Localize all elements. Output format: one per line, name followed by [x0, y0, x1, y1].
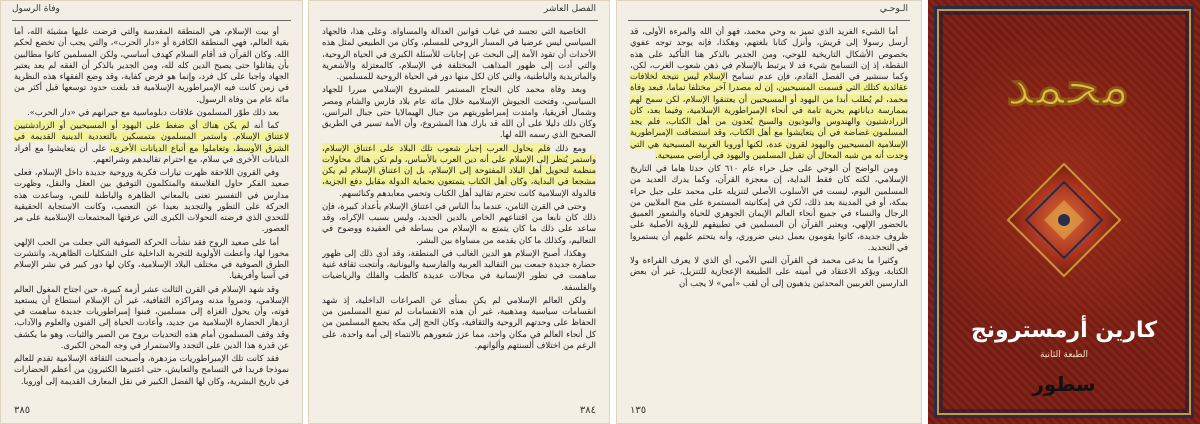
- page-header: [616, 4, 922, 18]
- paragraph: [322, 26, 596, 82]
- book-page-135: [616, 0, 922, 424]
- body-text: أو بيت الإسلام، هي المنطقة المقدسة والتي فرضت عليها مشيئة الله، أما بقية العالم، فهي المنطقة الكافرة أو «دار الحرب»، والتي يجب أن تخضع لحكم الله. وكان القرآن قد أقام السلام كهدف أساسي، ولكن المسلمين كانوا مطالبين بأن يقاتلوا حتى يصبح الدين كله لله، ومن الجدير بالذكر أن الفقه لم يعد يعتبر الجهاد واجبا على كل فرد، وإنما هو فرض كفاية، وقد وضع الفقهاء هذه النظرية في زمن كانت فيه الإمبراطورية الإسلامية قد بلغت حدود توسعها قبل أكثر من مائة عام من وفاة الرسول.: [14, 26, 289, 104]
- paragraph: [14, 353, 289, 387]
- body-text: وبعد وفاة محمد كان النجاح المستمر للمشروع الإسلامي مبررا للجهاد السياسي، وفتحت الجيوش الإسلامية خلال مائة عام بلاد فارس والشام ومصر وشمال أفريقيا، وامتدت إمبراطوريتهم من جبال الهيمالايا حتى جبال البرانس، وكان ذلك دليلا على أن الله قد بارك هذا المشروع، وأن الأمة تسير في الطريق الصحيح الذي رسمه الله لها.: [322, 84, 596, 140]
- page-number: ٣٨٤: [579, 405, 596, 416]
- page-body: [630, 26, 908, 392]
- highlighted-text: لم يكن هناك أي ضغط على اليهود أو المسيحيين أو الزرادشتيين لاعتناق الإسلام. واستمر المسلمون متمسكين بالتعددية الدينية القديمة في الشرق الأوسط، وتعاملوا مع أتباع الديانات الأخرى،: [14, 120, 289, 153]
- paragraph: [14, 120, 289, 165]
- paragraph: [14, 284, 289, 352]
- calligraphy-text: محمد: [1006, 53, 1130, 117]
- paragraph: [322, 84, 596, 140]
- body-text: فالدولة الإسلامية كانت تحترم تقاليد أهل الكتاب وتحمي معابدهم وكنائسهم.: [339, 187, 596, 198]
- running-head: الـوحـي: [879, 4, 908, 14]
- running-head: الفصل العاشر: [543, 4, 596, 14]
- paragraph: [14, 107, 289, 118]
- body-text: وحتى في القرن الثامن، عندما بدأ الناس في اعتناق الإسلام بأعداد كبيرة، فإن ذلك كان نابعا من اقتناعهم الخاص بالدين الجديد، وليس بسبب الإكراه، وقد ساعد على ذلك ما كان يتمتع به الإسلام من بساطة في العقيدة ووضوح في التعاليم، وكذلك ما كان يقدمه من مساواة بين البشر.: [322, 200, 596, 245]
- page-body: [14, 26, 289, 392]
- paragraph: [630, 255, 908, 289]
- paragraph: [322, 248, 596, 293]
- calligraphy-mark: [988, 44, 1148, 124]
- highlighted-text: فلم يحاول العرب إجبار شعوب تلك البلاد على اعتناق الإسلام، واستمر يُنظر إلى الإسلام على أنه دين العرب بالأساس، ولم تكن هناك محاولات منظمة لتحويل أهل البلاد المفتوحة إلى الإسلام، بل إن اعتناق الإسلام لم يكن مشجعا في البداية، وكان أهل الكتاب يتمتعون بحماية الدولة مقابل دفع الجزية،: [322, 142, 596, 187]
- rug-ornament-icon: [1004, 160, 1124, 280]
- highlighted-text: الإسلام ليس نتيجة لخلافات عقائدية كتلك التي قسمت المسيحيين، إن له مصدرا آخر مختلفا تماما، فبعد وفاة محمد، لم يُطلب أبدا من اليهود أو المسيحيين أن يعتنقوا الإسلام، لكن سمح لهم بممارسة دياناتهم بحرية تامة في أنحاء الإمبراطورية الإسلامية، وفيما بعد، كان الزرادشتيون والهندوس والبوذيون والسيخ يُعدون من أهل الكتاب، فلم يجد المسلمون غضاضة في أن يتعايشوا مع أهل الكتاب، وقد استضافت الإمبراطورية الإسلامية المسيحيين واليهود لقرون عدة، لكنها أوروبا الغربية المسيحية هي التي وجدت أنه من شبه المحال أن تقبل المسلمين واليهود في أراضي مسيحية.: [630, 71, 908, 160]
- page-header: [308, 4, 610, 18]
- edition-label: الطبعة الثانية: [1039, 350, 1089, 360]
- body-text: ولكن العالم الإسلامي لم يكن بمنأى عن الصراعات الداخلية، إذ شهد انقسامات سياسية ومذهبية، غير أن هذه الانقسامات لم تمنع المسلمين من الحفاظ على وحدتهم الروحية والثقافية، وكان الحج إلى مكة يجمع المسلمين من كل أنحاء العالم في مكان واحد، مما عزز شعورهم بالانتماء إلى أمة واحدة، على الرغم من اختلاف ألسنتهم وألوانهم.: [322, 294, 596, 350]
- body-text: وفي القرون اللاحقة ظهرت تيارات فكرية وروحية جديدة داخل الإسلام، فعلى صعيد الفكر حاول الفلاسفة والمتكلمون التوفيق بين العقل والنقل، وظهرت مدارس في التفسير تعنى بالمعاني الظاهرة والباطنة للنص، وساعدت هذه الحركة على التطور والتجديد بعيدا عن التعصب، وكانت الاستجابة الحقيقية للتحدي الذي فرضته التحولات الكبرى التي عرفتها المجتمعات الإسلامية على مر العصور.: [14, 167, 289, 234]
- paragraph: [322, 201, 596, 246]
- body-text: بعد ذلك طوّر المسلمون علاقات دبلوماسية مع جيرانهم في «دار الحرب».: [27, 106, 279, 117]
- page-header: [0, 4, 303, 18]
- body-text: كما أنه: [249, 120, 280, 130]
- paragraph: [14, 26, 289, 105]
- body-text: ومن الواضح أن الوحي على جبل حراء عام ٦١٠ كان حدثا هاما في التاريخ الإسلامي، لكنه كان فقط البداية، إن معجزة القرآن، وكما يدرك العديد من المسلمين اليوم، ليست في الأسلوب الأصلي لتنزيله على محمد على جبل حراء بمكة، أو في المدينة بعد ذلك، لكن في إمكانيته المستمرة على منح الملايين من الرجال والنساء في جميع أنحاء العالم الإيمان الجوهري للحياة والشعور العميق بالحضور الإلهي، ويعتبر القرآن أن المسلمين في تطبيقهم للرؤية الأصلية على ظروف جديدة، كانوا يقومون بعمل ديني ضروري، وأنه يتحتم عليهم أن يستمروا في التجديد.: [630, 163, 908, 252]
- paragraph: [322, 143, 596, 199]
- body-text: الخاصية التي تجسد في غياب قوانين العدالة والمساواة. وعلى هذا، فالجهاد السياسي ليس عرضيا في المسار الروحي للمسلم، وكان من الطبيعي لمثل هذه الأحداث أن تقود الأمة إلى البحث عن إجابات للأسئلة الكبرى في الحياة الروحية، والتي أدت إلى ظهور المذاهب المختلفة في الإسلام، كالمعتزلة والأشعرية والماتريدية والباطنية، والتي كان لكل منها دور في الحياة الروحية للمسلمين.: [322, 26, 596, 81]
- publisher-logo: سطور: [1032, 372, 1096, 396]
- paragraph: [14, 167, 289, 235]
- author-name: كارين أرمسترونج: [970, 318, 1158, 343]
- body-text: وقد شهد الإسلام في القرن الثالث عشر أزمة كبيرة، حين اجتاح المغول العالم الإسلامي، ودمروا مدنه ومراكزه الثقافية، غير أن الإسلام استطاع أن يستعيد قوته، وأن يحول الغزاة إلى مسلمين، فبنوا إمبراطوريات جديدة ساهمت في ازدهار الحضارة الإسلامية من جديد، وأعادت الحياة إلى الفنون والعلوم والآداب، وقد وقف المسلمون أمام هذه التحديات بروح من الصبر والثبات، وهو ما يكشف عن قدرة هذا الدين على التجدد والاستمرار في وجه المحن الكبرى.: [14, 283, 289, 350]
- paragraph: [322, 295, 596, 351]
- running-head: وفاة الرسول: [12, 4, 60, 14]
- body-text: ومع ذلك: [550, 142, 587, 153]
- body-text: وهكذا، أصبح الإسلام هو الدين الغالب في المنطقة، وقد أدى ذلك إلى ظهور حضارة جديدة جمعت بين التقاليد العربية والفارسية واليونانية، وأنتجت ثقافة غنية ساهمت في تطور الإنسانية في مجالات عديدة كالطب والفلك والرياضيات والفلسفة.: [322, 247, 596, 292]
- page-number: ٣٨٥: [14, 405, 31, 416]
- paragraph: [630, 26, 908, 161]
- book-page-385: [0, 0, 303, 424]
- book-page-384: [308, 0, 610, 424]
- body-text: أما على صعيد الروح فقد نشأت الحركة الصوفية التي جعلت من الحب الإلهي محورا لها، وأعطت الأولوية للتجربة الداخلية على الشكليات الظاهرية، وانتشرت الطرق الصوفية في مختلف البلاد الإسلامية، وكان لها دور كبير في نشر الإسلام في آسيا وأفريقيا.: [14, 236, 289, 281]
- paragraph: [630, 163, 908, 253]
- page-number: ١٣٥: [630, 405, 647, 416]
- body-text: على أن يتعايشوا مع أفراد الديانات الأخرى في سلام، مع احترام تقاليدهم وشرائعهم.: [14, 142, 289, 164]
- header-rule: [320, 20, 598, 21]
- header-rule: [628, 20, 910, 21]
- page-body: [322, 26, 596, 392]
- body-text: أما الشيء الفريد الذي تميز به وحي محمد، فهو أن الله والمرءة الأولى، قد أرسل رسولا إلى قريش، وأنزل كتابا بلغتهم، وهكذا، فإنه يوجد توجه عفوي بخصوص الأشكال التاريخية للوحي، ومن الجدير بالذكر هنا التأكيد على هذه النقطة، إذ إن التسامح شيء قد لا يرتبط بالإسلام في ذهن شعوب الغرب، لكن، وكما سنشير في الفصل القادم، فإن عدم تسامح: [630, 26, 908, 81]
- body-text: وكثيرا ما يدعى محمد في القرآن النبي الأمي، أي الذي لا يعرف القراءة ولا الكتابة، ويؤكد الاعتقاد في أميته على الطبيعة الإعجازية للتنزيل، غير أن بعض الدارسين الغربيين المحدثين يذهبون إلى أن لقب «أمي» لا يجب أن: [630, 255, 908, 288]
- header-rule: [12, 20, 291, 21]
- body-text: فقد كانت تلك الإمبراطوريات مزدهرة، وأصبحت الثقافة الإسلامية تقدم للعالم نموذجا فريدا في التسامح والتعايش، حتى اعتبرها الكثيرون من أعظم الحضارات في تاريخ البشرية، وكان لها الفضل الكبير في نقل المعارف القديمة إلى أوروبا.: [14, 353, 289, 386]
- paragraph: [14, 237, 289, 282]
- book-cover: [928, 0, 1200, 424]
